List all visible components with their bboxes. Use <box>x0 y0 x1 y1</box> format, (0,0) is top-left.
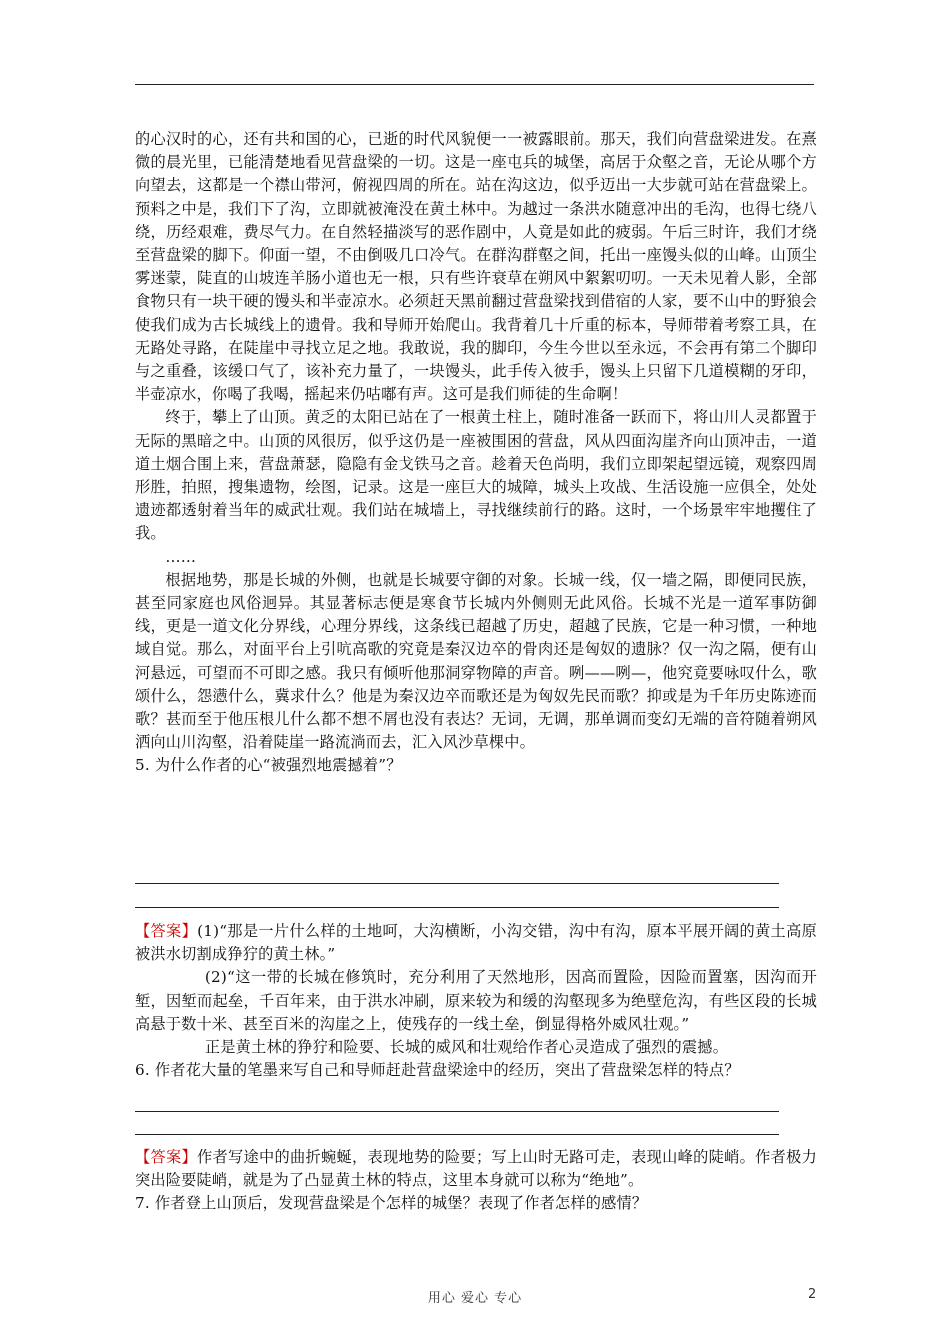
question-6: 6. 作者花大量的笔墨来写自己和导师赶赴营盘梁途中的经历，突出了营盘梁怎样的特点？ <box>135 1061 740 1080</box>
answer-line <box>135 907 779 908</box>
answer-5-text-3: 正是黄土林的狰狞和险要、长城的威风和壮观给作者心灵造成了强烈的震撼。 <box>204 1038 729 1057</box>
answer-line <box>135 883 779 884</box>
answer-tag: 【答案】 <box>135 922 198 940</box>
answer-6-text: 作者写途中的曲折蜿蜒，表现地势的险要；写上山时无路可走，表现山峰的陡峭。作者极力突出险要陡峭，就是为了凸显黄土林的特点，这里本身就可以称为“绝地”。 <box>135 1148 817 1190</box>
answer-5-part-1 <box>135 920 817 966</box>
question-7: 7. 作者登上山顶后，发现营盘梁是个怎样的城堡？表现了作者怎样的感情？ <box>135 1194 648 1213</box>
passage-paragraph-2: 终于，攀上了山顶。黄乏的太阳已站在了一根黄土柱上，随时准备一跃而下，将山川人灵都置于无际的黑暗之中。山顶的风很厉，似乎这仍是一座被围困的营盘，风从四面沟崖齐向山顶冲击，一道道土烟合围上来，营盘萧瑟，隐隐有金戈铁马之音。趁着天色尚明，我们立即架起望远镜，观察四周形胜，拍照，搜集遗物，绘图，记录。这是一座巨大的城障，城头上攻战、生活设施一应俱全，处处遗迹都透射着当年的威武壮观。我们站在城墙上，寻找继续前行的路。这时，一个场景牢牢地攫住了我。 <box>135 408 817 543</box>
answer-block-5 <box>135 920 817 1082</box>
page-footer: 用心 爱心 专心 <box>427 1291 523 1306</box>
passage-ellipsis: …… <box>165 547 197 566</box>
answer-tag: 【答案】 <box>135 1148 198 1166</box>
answer-line <box>135 1134 779 1135</box>
answer-5-text-1: (1)“那是一片什么样的土地呵，大沟横断，小沟交错，沟中有沟，原本平展开阔的黄土高原被洪水切割成狰狞的黄土林。” <box>135 922 817 964</box>
passage-paragraph-3: 根据地势，那是长城的外侧，也就是长城要守御的对象。长城一线，仅一墙之隔，即便同民族，甚至同家庭也风俗迥异。其显著标志便是寒食节长城内外侧则无此风俗。长城不光是一道军事防御线，更是一道文化分界线，心理分界线，这条线已超越了历史，超越了民族，它是一种习惯，一种地域自觉。那么，对面平台上引吭高歌的究竟是秦汉边卒的骨肉还是匈奴的遗脉？仅一沟之隔，便有山河悬远，可望而不可即之感。我只有倾听他那洞穿物障的声音。咧——咧—，他究竟要咏叹什么，歌颂什么，怨懑什么，冀求什么？他是为秦汉边卒而歌还是为匈奴先民而歌？抑或是为千年历史陈迹而歌？甚而至于他压根儿什么都不想不屑也没有表达？无词，无调，那单调而变幻无端的音符随着朔风洒向山川沟壑，沿着陡崖一路流淌而去，汇入风沙草棵中。 <box>135 570 817 752</box>
header-rule <box>135 84 814 85</box>
answer-line <box>135 1111 779 1112</box>
answer-5-text-2: (2)“这一带的长城在修筑时，充分利用了天然地形，因高而置险，因险而置塞，因沟而开堑，因堑而起垒，千百年来，由于洪水冲刷，原来较为和缓的沟壑现多为绝壁危沟，有些区段的长城高悬于数十米、甚至百米的沟崖之上，使残存的一线土垒，倒显得格外威风壮观。” <box>135 968 817 1033</box>
answer-block-6 <box>135 1146 817 1216</box>
question-5: 5. 为什么作者的心“被强烈地震撼着”？ <box>135 756 402 775</box>
page-number: 2 <box>808 1287 817 1302</box>
answer-6 <box>135 1146 817 1192</box>
passage-block-1 <box>135 128 817 778</box>
passage-paragraph-1: 的心汉时的心，还有共和国的心，已逝的时代风貌便一一被露眼前。那天，我们向营盘梁进发。在熹微的晨光里，已能清楚地看见营盘梁的一切。这是一座屯兵的城堡，高居于众壑之音，无论从哪个方向望去，这都是一个襟山带河，俯视四周的所在。站在沟这边，似乎迈出一大步就可站在营盘梁上。预料之中是，我们下了沟，立即就被淹没在黄土林中。为越过一条洪水随意冲出的毛沟，也得七绕八绕，历经艰难，费尽气力。在自然轻描淡写的恶作剧中，人竟是如此的疲弱。午后三时许，我们才绕至营盘梁的脚下。仰面一望，不由倒吸几口冷气。在群沟群壑之间，托出一座馒头似的山峰。山顶尘雾迷蒙，陡直的山坡连羊肠小道也无一根，只有些许衰草在朔风中絮絮叨叨。一天未见着人影，全部食物只有一块干硬的馒头和半壶凉水。必须赶天黑前翻过营盘梁找到借宿的人家，要不山中的野狼会使我们成为古长城线上的遗骨。我和导师开始爬山。我背着几十斤重的标本，导师带着考察工具，在无路处寻路，在陡崖中寻找立足之地。我敢说，我的脚印，今生今世以至永远，不会再有第二个脚印与之重叠，该缓口气了，该补充力量了，一块馒头，此手传入彼手，馒头上只留下几道模糊的牙印，半壶凉水，你喝了我喝，摇起来仍咕嘟有声。这可是我们师徒的生命啊！ <box>135 130 817 404</box>
